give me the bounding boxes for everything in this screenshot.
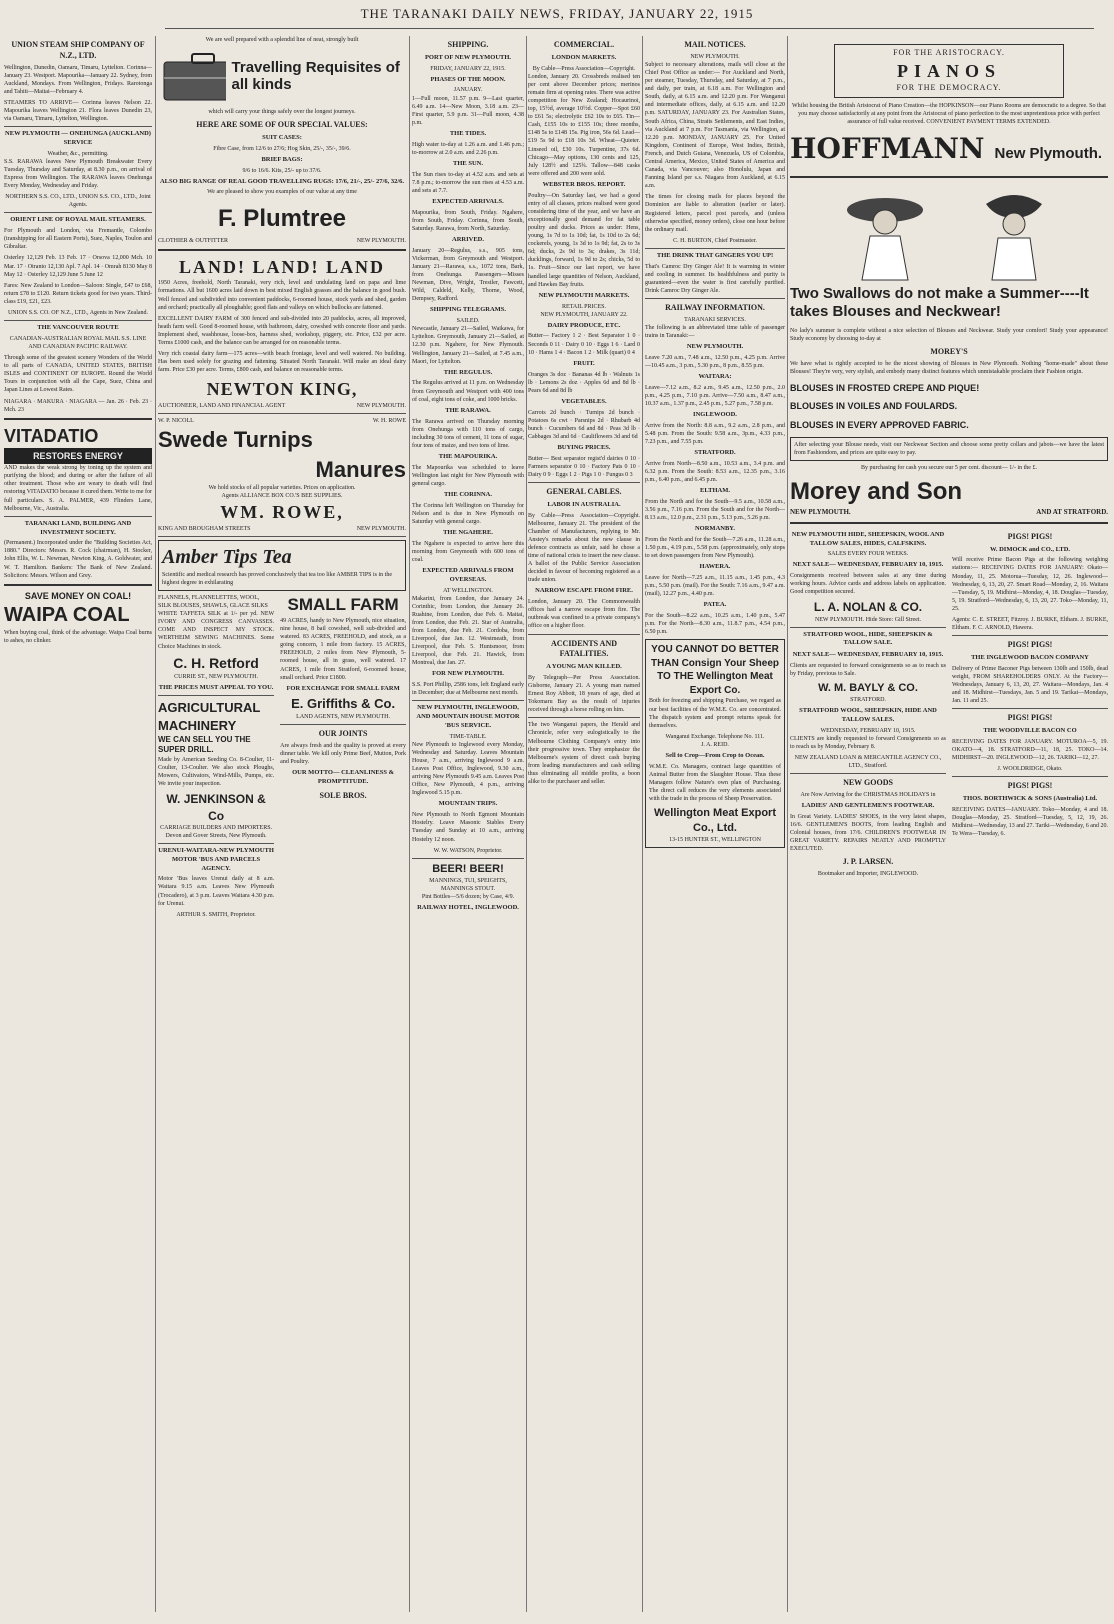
timetable-body: New Plymouth to Inglewood every Monday, Wednesday and Saturday. Leaves Mountain House, 7 a.m., arriving Inglewood 9 a.m. Leaves Post Office, Inglewood, 9.30 a.m., arriving New Plymouth 9.45 a.m. Leaves Post Office, New Plymouth, 4 p.m., arriving Inglewood 5.15 p.m. xyxy=(412,741,524,797)
sailed-head: SAILED. xyxy=(456,318,480,325)
onehunga-sub: Weather, &c., permitting. xyxy=(47,150,109,157)
dimock-body: Will receive Prime Bacon Pigs at the following weighing stations:— RECEIVING DATES FOR JANUARY: Okato—Monday, 11, 25. Motorua—Tuesday, 12, 26. Inglewood—Wednesday, 6, 13, 20, 27. Smart Road—Monday, 2, 16. Waitara—Tuesday, 5, 19. Midhirst—Monday, 4, 18. Douglas—Tuesday, 5, 19. Stratford—Wednesday, 6, 13, 20, 27. Toko—Monday, 11, 25. xyxy=(952,557,1108,612)
column-shipping-ads xyxy=(4,36,152,1612)
ladies-body: In Great Variety. LADIES' SHOES, in the very latest shapes, 16/6. GENTLEMEN'S BOOTS, from leading English and Colonial houses, from 17/6. CHILDREN'S FOOTWEAR IN GREAT VARIETY. REPAIRS NEATLY AND PROMPTLY EXECUTED. xyxy=(790,813,946,853)
pigs-4: PIGS! PIGS! xyxy=(1007,781,1053,791)
column-advertisements xyxy=(158,36,406,1612)
shipping-head: SHIPPING. xyxy=(447,40,489,49)
vancouver-body: Through some of the greatest scenery Wonders of the World to all parts of CANADA, UNITED STATES, BRITISH ISLES and CONTINENT OF EUROPE. Round the World Tours in conjunction with all the Cape, Suez, China and Japan Lines at Lowest Rates. xyxy=(4,355,152,394)
larsen-sub: Bootmaker and Importer, INGLEWOOD. xyxy=(817,871,919,878)
webster-head: WEBSTER BROS. REPORT. xyxy=(542,180,626,188)
meat-co: Wellington Meat Export Co., Ltd. xyxy=(653,807,777,835)
newton-place: NEW PLYMOUTH. xyxy=(356,402,406,409)
byline: By Cable—Press Association—Copyright. xyxy=(532,65,636,72)
ladies-illustration-icon xyxy=(790,182,1108,282)
orient-agent: UNION S.S. CO. OF N.Z., LTD., Agents in New Zealand. xyxy=(7,310,149,317)
woodville-body: RECEIVING DATES FOR JANUARY. MOTUROA—5, 19. OKATO—4, 18. STRATFORD—11, 18, 25. TOKO—14. MIDHIRST—20. INGLEWOOD—12, 26. TARIKI—12, 27. xyxy=(952,738,1108,761)
neckwear-body: After selecting your Blouse needs, visit our Neckwear Section and choose some pretty collars and jabots—we have the latest from Fashiondom, and prices are quite easy to pay. xyxy=(790,437,1108,461)
for-np-head: FOR NEW PLYMOUTH. xyxy=(432,670,504,678)
bacon-co: THE INGLEWOOD BACON COMPANY xyxy=(971,653,1089,661)
new-goods: NEW GOODS xyxy=(843,778,893,788)
suit-cases: SUIT CASES: xyxy=(262,133,302,141)
vitadatio-brand: VITADATIO xyxy=(4,425,99,446)
masthead: THE TARANAKI DAILY NEWS, FRIDAY, JANUARY 22, 1915 xyxy=(360,6,754,21)
at-wellington: AT WELLINGTON. xyxy=(443,587,493,594)
papers: The two Wanganui papers, the Herald and Chronicle, refer very eulogistically to the Melbourne Clothing Company's entry into their progressive town. They emphasize the Melbourne's system of direct cash buying from leading manufacturers and cash selling thus eliminating all middle profits, a boon alike to the purchaser and seller. xyxy=(528,722,640,786)
taranaki-title: TARANAKI LAND, BUILDING AND INVESTMENT SOCIETY. xyxy=(24,519,132,536)
reid: J. A. REID. xyxy=(701,741,729,748)
sole-bros: SOLE BROS. xyxy=(319,790,367,800)
stocks: We hold stocks of all popular varieties. Prices on application. xyxy=(208,485,356,492)
railway-head: RAILWAY INFORMATION. xyxy=(665,303,765,313)
mapourika-head: THE MAPOURIKA. xyxy=(438,452,498,460)
pianos-bottom: FOR THE DEMOCRACY. xyxy=(896,83,1002,93)
column-rule xyxy=(642,36,643,1612)
cash-discount: By purchasing for cash you secure our 5 per cent. discount— 1/- in the £. xyxy=(861,464,1037,471)
ngahere-body: The Ngahere is expected to arrive here this morning from Greymouth with 600 tons of coal. xyxy=(412,540,524,563)
inglewood-bus: NEW PLYMOUTH, INGLEWOOD, AND MOUNTAIN HOUSE MOTOR 'BUS SERVICE. xyxy=(416,704,520,729)
meat-addr: 13-15 HUNTER ST., WELLINGTON xyxy=(669,836,761,843)
column-rule xyxy=(787,36,788,1612)
union-body: Wellington, Dunedin, Oamaru, Timaru, Lyttelton. Corinna—January 23. Westport. Mapourika—January 22. Sydney, from Auckland, Mondays. From Wellington, Fridays. Rarotonga and Tahiti—Maitai—February 4. xyxy=(4,64,152,95)
blouses-2: BLOUSES IN VOILES AND FOULARDS. xyxy=(790,401,958,412)
onehunga-agent: NORTHERN S.S. CO., LTD., UNION S.S. CO., LTD., Joint Agents. xyxy=(5,194,151,209)
stratford-sale: STRATFORD WOOL, HIDE, SHEEPSKIN & TALLOW SALE. xyxy=(803,630,933,647)
rowe-addr: KING AND BROUGHAM STREETS xyxy=(158,525,251,532)
land-body-3: Very rich coastal dairy farm—175 acres—with beach frontage, level and well watered. No building. Has been used solely for grazing and fattening. Situated North Taranaki. Will make an ideal dairy farm. Price £30 per acre. Terms, £800 cash, and balance on reasonable terms. xyxy=(158,351,406,374)
plumtree-right: NEW PLYMOUTH. xyxy=(356,237,406,244)
sailed-body: Newcastle, January 21—Sailed, Waikawa, for Lyttelton. Greymouth, January 21—Sailed, at 12.30 p.m. Ngahere, for New Plymouth. Wellington, January 21—Sailed, at 7.45 a.m., Maori, for Lyttelton. xyxy=(412,326,524,365)
prices-appeal: THE PRICES MUST APPEAL TO YOU. xyxy=(158,683,274,691)
land-head: LAND! LAND! LAND xyxy=(179,257,385,278)
column-rule xyxy=(409,36,410,1612)
fruit-head: FRUIT. xyxy=(573,359,595,367)
column-retail-ads xyxy=(790,36,1108,1612)
hawera-head: HAWERA. xyxy=(699,563,731,571)
pigs-3: PIGS! PIGS! xyxy=(1007,713,1053,723)
regulus-body: The Regulus arrived at 11 p.m. on Wednesday from Greymouth and Westport with 400 tons of coal, eight tons of coke, and 1000 bricks. xyxy=(412,380,524,403)
column-rule xyxy=(526,36,527,1612)
rarawa-body: The Rarawa arrived on Thursday morning from Onehunga with 110 tons of cargo, including 30 tons of cement, 11 tons of sugar, four tons of maize, and two tons of lime. xyxy=(412,418,524,449)
vegetables-head: VEGETABLES. xyxy=(561,397,607,405)
escape-body: London, January 20. The Commonwealth offices had a narrow escape from fire. The outbreak was confined to a private company's office on a higher floor. xyxy=(528,599,640,630)
mail-head: MAIL NOTICES. xyxy=(684,40,746,49)
cables-head: GENERAL CABLES. xyxy=(546,487,622,496)
ladies-footwear: LADIES' AND GENTLEMEN'S FOOTWEAR. xyxy=(801,802,935,810)
land-body-1: 1950 Acres, freehold, North Taranaki, very rich, level and undulating land on papa and lime formations. All but 1600 acres laid down in best mixed English grasses and the balance in good bush. Well fenced and subdivided into convenient paddocks, 6-roomed house, stock yards and shed, garden and orchard; practically all ploughable; good flats and valleys on which bullocks are fattened. xyxy=(158,280,406,311)
retford: C. H. Retford xyxy=(173,654,259,671)
orient-fares: Fares: New Zealand to London—Saloon: Single, £47 to £68, return £78 to £120. Return tickets good for two years. Third-class £19, £21, £23. xyxy=(4,282,152,305)
overseas-head: EXPECTED ARRIVALS FROM OVERSEAS. xyxy=(422,567,514,583)
ngahere-head: THE NGAHERE. xyxy=(443,528,493,536)
accidents-head: ACCIDENTS AND FATALITIES. xyxy=(550,638,617,659)
labor-body: By Cable—Press Association—Copyright. Melbourne, January 21. The president of the Chamber of Manufacturers, replying to Mr. Anstey's remarks about the new clause in defence contracts as unfair, said he chose a time of national crisis to insert the new clause. A ballot of the Public Service Association decided in favour of becoming registered as a trade union. xyxy=(528,512,640,584)
vitadatio-body: AND makes the weak strong by toning up the system and purifying the blood; and during or after the failure of all other treatment. Those who are weary to death will find restoring VITADATIO because it cured them. Write to me for full particulars. S. A. PALMER, 439 Flinders Lane, Melbourne, Vic., Australia. xyxy=(4,465,152,512)
webster-body: Poultry—On Saturday last, we had a good entry of all classes, prices realised were good considering time of the year, and we have an exceptionally good demand for fat table poultry and ducks. Prices as under: Hens, young, 1s 7d to 1s 10d; fat, 1s 10d to 2s 6d; cockerels, young, 1s 3d to 1s 9d; fat, 2s to 3s 6d; ducks, 2s 9d to 3s; drakes, 3s 11d; ducklings, forward, 1s 9d to 2s; chicks, 5d to 1s. Fruit—Since our last report, we have handled large quantities of Nelson, Auckland, and Hawkes Bay fruits. xyxy=(528,192,640,288)
tides-body: High water to-day at 1.26 a.m. and 1.46 p.m.; to-morrow at 2.0 a.m. and 2.26 p.m. xyxy=(412,141,524,156)
vitadatio-tag: RESTORES ENERGY xyxy=(4,448,152,464)
railway-hotel: RAILWAY HOTEL, INGLEWOOD. xyxy=(417,903,519,911)
woodridge: J. WOOLDRIDGE, Okato. xyxy=(997,766,1063,773)
newton-king: NEWTON KING, xyxy=(206,379,358,400)
eltham-head: ELTHAM. xyxy=(700,487,730,495)
corinna-head: THE CORINNA. xyxy=(443,490,493,498)
nolan: L. A. NOLAN & CO. xyxy=(813,600,923,615)
newton-sub: AUCTIONEER, LAND AND FINANCIAL AGENT xyxy=(158,402,286,409)
borthwick: THOS. BORTHWICK & SONS (Australia) Ltd. xyxy=(962,794,1098,802)
amber-sub: Scientific and medical research has proved conclusively that tea too like AMBER TIPS is in the highest degree in exhilarating xyxy=(162,571,393,586)
bayly: W. M. BAYLY & CO. xyxy=(818,682,918,695)
london-body: London, January 20. Crossbreds realised ten per cent above December prices; merinos remain firm at opening rates. There was active competition for New Zealand; Hocaurinoi, top, 15½d, average 10½d. Copper—Spot £60 to £61 5s; electrolytic £62 10s to £65. Tin—Cash, £155 10s to £155 10s; three months, £148 5s to £148 15s. Pig iron, 56s 6d. Lead—£19 5s 9d to £18 10s 3d. Wheat—Quieter. Linseed oil, £30 10s. Turpentine, 37s 6d. Chicago—May options, 130 cents and 125, July 128½ and 125¾. Tallow—848 casks were offered and 200 were sold. xyxy=(528,73,640,177)
timetable-head: TIME-TABLE. xyxy=(449,733,487,740)
pianos-top: FOR THE ARISTOCRACY. xyxy=(893,48,1005,57)
brief-bags: BRIEF BAGS: xyxy=(261,155,303,163)
beer: BEER! BEER! xyxy=(432,862,504,875)
amber-tips-tea: Amber Tips Tea xyxy=(162,545,292,568)
bacon-body: Delivery of Prime Baconer Pigs between 130lb and 150lb, dead weight, FROM SHAREHOLDERS ONLY. At the Factory—Wednesdays, January 6, 13, 20, 27. Waitara—Mondays, Jan. 4 and 18. Midhirst—Tuesdays, Jan. 5 and 19. Tarikai—Mondays, Jan. 11 and 25. xyxy=(952,665,1108,705)
np-markets: NEW PLYMOUTH MARKETS. xyxy=(538,291,630,299)
urenui-body: Motor 'Bus leaves Urenui daily at 8 a.m. Waitara 9.15 a.m. Leaves New Plymouth (Trocadero), at 3 p.m. Leaves Waitara 4.30 p.m. for Urenui. xyxy=(158,876,275,907)
overseas-body: Makarini, from London, due January 24. Corinthic, from London, due January 26. Ruahine, from London, due Feb. 6. Maitai, from London, due Feb. 21. Star of Australia, from London, due Feb. 21. Cordoba, from Liverpool, due Jan. 12. Westmeath, from Liverpool, due Feb. 5. Huntsmoor, from Liverpool, due Feb. 21. Hawick, from Montreal, due Jan. 27. xyxy=(412,595,524,667)
show: We are pleased to show you examples of our value at any time xyxy=(207,189,357,196)
mail-body-2: The times for closing mails for places beyond the Dominion are liable to alteration (earlier or later). Registered letters, parcel post parcels, and (unless otherwise specified, money orders), close one hour before the ordinary mail. xyxy=(645,194,785,233)
clients: CLIENTS are kindly requested to forward Consignments so as to reach us by Monday, February 8. xyxy=(790,735,946,750)
column-rule xyxy=(155,36,156,1612)
onehunga-body: S.S. RARAWA leaves New Plymouth Breakwater Every Tuesday, Thursday and Saturday, at 8.30 p.m., on arrival of Express from Wellington. The RARAWA leaves Onehunga Every Monday, Wednesday and Friday. xyxy=(4,158,152,190)
sell-body: W.M.E. Co. Managers, contract large quantities of Animal Butter from the Slaughter House. Thus these Managers follow Nature's own plan of Purchasing. The direct call reduces the very elements associated with the trade in the process of Sheep Preservation. xyxy=(649,763,781,803)
vancouver-title: THE VANCOUVER ROUTE xyxy=(37,324,119,332)
brief-prices: 9/6 to 16/6. Kits, 25/- up to 37/6. xyxy=(242,167,322,174)
sell-head: Sell to Crop—From Crop to Ocean. xyxy=(665,752,765,760)
mannings: MANNINGS, TUI, SPEIGHTS, xyxy=(429,877,507,884)
hoffmann-place: New Plymouth. xyxy=(994,145,1103,163)
waitara-times: Leave—7.12 a.m., 8.2 a.m., 9.45 a.m., 12.50 p.m., 2.0 p.m., 4.25 p.m., 7.10 p.m. Arrive—7.50 a.m., 8.47 a.m., 10.37 a.m., 1.37 p.m., 2.45 p.m., 5.27 p.m., 7.58 p.m. xyxy=(645,384,785,408)
dairy-list: Butter— Factory 1 2 · Best Separator 1 0 · Seconds 0 11 · Dairy 0 10 · Eggs 1 6 · Lard 0 10 · Hams 1 4 · Bacon 1 2 · Milk (quart) 0 4 xyxy=(528,333,640,356)
moreys: MOREY'S xyxy=(930,347,968,357)
buying-head: BUYING PRICES. xyxy=(557,443,611,451)
pigs-2: PIGS! PIGS! xyxy=(1007,640,1053,650)
swallows-head: Two Swallows do not make a Summer----It takes Blouses and Neckwear! xyxy=(790,285,1089,321)
consign-head: YOU CANNOT DO BETTER THAN Consign Your Sheep TO THE Wellington Meat Export Co. xyxy=(651,644,779,696)
london-head: LONDON MARKETS. xyxy=(551,53,617,61)
motto: OUR MOTTO— CLEANLINESS & PROMPTITUDE. xyxy=(292,769,395,785)
plumtree: F. Plumtree xyxy=(217,204,347,232)
pianos: PIANOS xyxy=(896,60,1001,81)
larsen: J. P. LARSEN. xyxy=(842,857,894,867)
hoffmann: HOFFMANN xyxy=(790,132,985,166)
column-commercial xyxy=(528,36,640,1612)
morey-np: NEW PLYMOUTH. xyxy=(790,508,851,517)
vancouver-sub: CANADIAN-AUSTRALIAN ROYAL MAIL S.S. LINE AND CANADIAN PACIFIC RAILWAY. xyxy=(9,335,147,350)
nzloan: NEW ZEALAND LOAN & MERCANTILE AGENCY CO., LTD., Stratford. xyxy=(794,754,942,770)
pig-agents: Agents: C. E. STREET, Fitzroy. J. BURKE, Eltham. J. BURKE, Eltham. F. C. ARNOLD, Hawera. xyxy=(952,616,1108,632)
tides-head: THE TIDES. xyxy=(449,129,487,137)
rarawa-head: THE RARAWA. xyxy=(445,406,491,414)
moon-head: PHASES OF THE MOON. xyxy=(430,75,506,83)
waipa-coal: WAIPA COAL xyxy=(4,603,130,626)
normanby-head: NORMANBY. xyxy=(694,525,736,533)
wednesday: WEDNESDAY, FEBRUARY 10, 1915. xyxy=(820,727,916,734)
expected-head: EXPECTED ARRIVALS. xyxy=(432,197,504,205)
urenui: URENUI-WAITARA-NEW PLYMOUTH MOTOR 'BUS AND PARCELS AGENCY. xyxy=(158,847,274,872)
trips-head: MOUNTAIN TRIPS. xyxy=(438,800,498,808)
vancouver-table: NIAGARA · MAKURA · NIAGARA — Jan. 26 · Feb. 23 · Mch. 23 xyxy=(4,398,152,413)
moreys-body: We have what is rightly accepted to be the nicest showing of Blouses in New Plymouth. Nothing "home-made" about these Blouses! They're very, very stylish, and embody many distinct features which unmistakable proclaim their Fashion origin. xyxy=(790,361,1108,376)
escape-head: NARROW ESCAPE FROM FIRE. xyxy=(535,587,633,595)
alliance: Agents ALLIANCE BOX CO.'S BEE SUPPLIES. xyxy=(221,493,343,500)
special-values: HERE ARE SOME OF OUR SPECIAL VALUES: xyxy=(196,120,368,130)
suit-prices: Fibre Case, from 12/6 to 27/6; Hog Skin, 25/-, 35/-, 39/6. xyxy=(213,145,351,152)
bayly-place: STRATFORD. xyxy=(850,697,886,704)
sales: SALES EVERY FOUR WEEKS. xyxy=(827,551,909,558)
port-date: FRIDAY, JANUARY 22, 1915. xyxy=(430,65,506,72)
orient-title: ORIENT LINE OF ROYAL MAIL STEAMERS. xyxy=(10,216,146,224)
column-notices xyxy=(645,36,785,1612)
waipa-body: When buying coal, think of the advantage. Waipa Coal burns to ashes, no clinker. xyxy=(4,629,152,644)
farm-body: 49 ACRES, handy to New Plymouth, nice situation, nine house, 8 bail cowshed, well sub-divided and watered. 83 ACRES, FREEHOLD, and stock, as a going concern, 1 mile from factory. 15 ACRES, FREEHOLD, 2 miles from New Plymouth, 5-roomed house, all in grass, well watered. 17 ACRES, 1 mile from Stratford, 6-roomed house, small orchard. Price £1800. xyxy=(280,617,406,681)
wool-head: NEW PLYMOUTH HIDE, SHEEPSKIN, WOOL AND TALLOW SALES, HIDES, CALFSKINS. xyxy=(791,530,945,547)
ag-head: AGRICULTURAL MACHINERY xyxy=(158,700,261,733)
retail-head: RETAIL PRICES. xyxy=(562,303,606,310)
veg-list: Carrots 2d bunch · Turnips 2d bunch · Potatoes 6s cwt · Parsnips 2d · Rhubarb 4d bunch · Cucumbers 6d and 8d · Peas 3d lb · Cabbages 3d and 6d · Cauliflowers 3d and 6d xyxy=(528,409,640,440)
stratford-times: Arrive from North—8.50 a.m., 10.53 a.m., 3.4 p.m. and 6.32 p.m. From the South: 8.53 a.m., 12.35 p.m., 3.16 p.m., 6.40 p.m., and 6.45 p.m. xyxy=(645,460,785,484)
stratford-body: Clients are requested to forward consignments so as to reach us by Friday, previous to Sale. xyxy=(790,663,946,678)
wanganui-exchange: Wanganui Exchange. Telephone No. 111. xyxy=(665,733,765,740)
patea-head: PATEA. xyxy=(703,601,727,609)
consign-body: Both for freezing and shipping Purchase, we regard as our best facilities of the W.M.E. Co. are concentrated. The dispatch system and prompt returns speak for themselves. xyxy=(649,698,781,729)
mapourika-body: The Mapourika was scheduled to leave Wellington last night for New Plymouth with general cargo. xyxy=(412,464,524,487)
eltham-times: From the North and for the South—9.5 a.m., 10.58 a.m., 3.56 p.m., 7.16 p.m. From the South and for the North—8.13 a.m., 12.0 p.m., 2.31 p.m., 5.13 p.m., 5.26 p.m. xyxy=(645,499,785,522)
rowe-sign: W. H. ROWE xyxy=(372,417,406,424)
wool-body: Consignments received between sales at any time during working hours. Advice cards and address labels on application. Good competition secured. xyxy=(790,573,946,596)
column-shipping xyxy=(412,36,524,1612)
taranaki-body: (Permanent.) Incorporated under the "Building Societies Act, 1880." Directors: Messrs. R. Cock (chairman), H. Stocker, John Ellis, W. L. Newman, Newton King, A. Goldwater, and W. T. Hamilton. Bankers: The Bank of New Zealand. Solicitors: Messrs. Wilson and Grey. xyxy=(4,540,152,579)
port-head: PORT OF NEW PLYMOUTH. xyxy=(424,53,512,61)
stratford-head: STRATFORD. xyxy=(694,449,736,457)
mail-np: NEW PLYMOUTH. xyxy=(690,53,740,60)
watson: W. W. WATSON, Proprietor. xyxy=(433,847,503,854)
rowe-place: NEW PLYMOUTH. xyxy=(356,525,406,532)
jenkinson-sub: CARRIAGE BUILDERS AND IMPORTERS. xyxy=(160,824,273,831)
moon-body: 1—Full moon, 11.57 p.m. 9—Last quarter, 6.49 a.m. 14—New Moon, 3.18 a.m. 23—First quarter, 5.9 p.m. 31—Full moon, 4.38 p.m. xyxy=(412,95,524,126)
retford-addr: CURRIE ST., NEW PLYMOUTH. xyxy=(174,673,258,680)
labor-head: LABOR IN AUSTRALIA. xyxy=(547,500,621,508)
wm-rowe: WM. ROWE, xyxy=(220,502,344,523)
retford-list: FLANNELS, FLANNELETTES, WOOL, SILK BLOUSES, SHAWLS, GLACE SILKS xyxy=(158,595,268,610)
onehunga-title: NEW PLYMOUTH — ONEHUNGA (AUCKLAND) SERVICE xyxy=(5,130,151,147)
griffiths-sub: LAND AGENTS, NEW PLYMOUTH. xyxy=(296,714,390,720)
commercial-head: COMMERCIAL. xyxy=(553,40,615,49)
ag-body: Made by American Seeding Co. 8-Coulter, 11-Coulter, 13-Coulter. We also stock Ploughs, Mowers, Cultivators, Wind-Mills, Pumps, etc. We invite your inspection. xyxy=(158,757,275,788)
normanby-times: From the North and for the South—7.26 a.m., 11.28 a.m., 1.50 p.m., 4.19 p.m., 5.58 p.m. (approximately, only stops to set down passengers from New Plymouth). xyxy=(645,537,785,560)
next-sale: NEXT SALE— WEDNESDAY, FEBRUARY 10, 1915. xyxy=(792,561,944,569)
buying-list: Butter— Best separator regist'd dairies 0 10 · Farmers separator 0 10 · Factory Pats 0 10 · Dairy 0 9 · Eggs 1 2 · Pigs 1 0 · Fungus 0 3 xyxy=(528,455,640,478)
services-sub: The following is an abbreviated time table of passenger trains in Taranaki:— xyxy=(645,324,785,340)
arrived-head: ARRIVED. xyxy=(452,235,484,243)
arrived-body: January 20—Regulus, s.s., 905 tons, Vickerman, from Greymouth and Westport. January 21—Rarawa, s.s., 1072 tons, Bark, from Onehunga. Passengers—Misses Newman, Dive, Wright, Trestler, Fawcett, Wild, Caldeld, Kelly, Thorne, Wood, Dempsey, Radford. xyxy=(412,247,524,303)
nicoll: W. P. NICOLL xyxy=(158,417,194,424)
nolan-addr: NEW PLYMOUTH. Hide Store: Gill Street. xyxy=(814,616,922,623)
borthwick-body: RECEIVING DATES—JANUARY. Toko—Monday, 4 and 18. Douglas—Monday, 25. Stratford—Tuesday, 5, 12, 19, 26. Midhirst—Wednesday, 13 and 27. Tariki—Wednesday, 6 and 20. Te Wera—Tuesday, 6. xyxy=(952,806,1108,837)
regulus-head: THE REGULUS. xyxy=(443,368,493,376)
trips-body: New Plymouth to North Egmont Mountain Hostelry. Leave Masonic Stables Every Tuesday and Sunday at 10 a.m., arriving Hostelry 12 noon. xyxy=(412,812,524,843)
ag-sub: WE CAN SELL YOU THE SUPER DRILL. xyxy=(158,734,251,755)
woodville: THE WOODVILLE BACON CO xyxy=(983,727,1077,734)
blouses-1: BLOUSES IN FROSTED CREPE AND PIQUE! xyxy=(790,383,980,394)
morey-stratford: AND AT STRATFORD. xyxy=(1036,508,1108,517)
plumtree-left: CLOTHIER & OUTFITTER xyxy=(158,237,228,244)
dimock: W. DIMOCK and CO., LTD. xyxy=(989,545,1071,553)
smith: ARTHUR S. SMITH, Proprietor. xyxy=(176,911,256,918)
small-farm: SMALL FARM xyxy=(287,595,399,614)
mail-body: Subject to necessary alterations, mails will close at the Chief Post Office as under:— For Auckland and North, per steamer, Tuesday, Thursday, and Saturday, at 7 p.m., and daily, per train, at 6.18 a.m. For Wellington and South, daily, at 6.15 a.m. and 12.20 p.m. For Wanganui and intermediate offices, daily, at 6.15 a.m. and 12.20 p.m. SATURDAY, JANUARY 23. For Australian States, South Africa, China, Straits Settlements, and East Indies, via Auckland at 7 p.m. For Tasmania, via Wellington, at 12.20 p.m. MONDAY, JANUARY 25. For United Kingdom, Continent of Europe, West Indies, British, French, and Dutch Guiana, Venezuela, US of Colombia, Central America, Mexico, United States of America and Canada, via Vancouver; also Honolulu, Japan and Fanning Island per s.s. Niagara from Auckland, at 6.15 a.m. xyxy=(645,61,785,190)
pigs-1: PIGS! PIGS! xyxy=(1007,531,1053,541)
young-man-head: A YOUNG MAN KILLED. xyxy=(546,663,622,671)
sun-head: THE SUN. xyxy=(453,159,483,167)
land-body-2: EXCELLENT DAIRY FARM of 300 fenced and sub-divided into 20 paddocks, acres, all improved, heath farm well. Good 8-roomed house, with bathroom, dairy, cowshed with concrete floor and yards. Implement shed, washhouse, loose-box, harness shed, workshop, piggery, etc. Price, £32 per acre. Terms £1000 cash, and the balance can be arranged for on reasonable terms. xyxy=(158,315,406,346)
telegrams-head: SHIPPING TELEGRAMS. xyxy=(429,306,507,314)
waitara-head: WAITARA: xyxy=(698,373,732,381)
manures: Manures xyxy=(315,456,406,482)
joints-body: Are always fresh and the quality is proved at every dinner table. We kill only Prime Beef, Mutton, Pork and Poultry. xyxy=(280,742,406,766)
top-rule xyxy=(165,28,1094,29)
retford-body: WHITE TAFFETA SILK at 1/- per yd. NEW IVORY AND CONGRESS CANVASSES. COME AND INSPECT MY STOCK. WERTHEIM SEWING MACHINES. Some Choice Machines in stock. xyxy=(158,611,275,650)
burton: C. H. BURTON, Chief Postmaster. xyxy=(673,237,757,244)
save-money: SAVE MONEY ON COAL! xyxy=(24,590,132,601)
patea-times: For the South—8.22 a.m., 10.25 a.m., 1.40 p.m., 5.47 p.m. For the North—8.30 a.m., 11.8.7 p.m., 4.54 p.m., 6.50 p.m. xyxy=(645,613,785,636)
travel-head: Travelling Requisites of all kinds xyxy=(231,58,400,94)
exchange: FOR EXCHANGE FOR SMALL FARM xyxy=(286,684,400,692)
fruit-list: Oranges 3s doz · Bananas 4d lb · Walnuts 1s lb · Lemons 2s doz · Apples 6d and 8d lb · Pears 6d and 8d lb xyxy=(528,371,640,394)
swede-turnips: Swede Turnips xyxy=(158,426,313,452)
moon-month: JANUARY. xyxy=(453,87,483,94)
griffiths: E. Griffiths & Co. xyxy=(291,696,396,712)
inglewood-times: Arrive from the North: 8.8 a.m., 9.2 a.m., 2.8 p.m., and 5.48 p.m. From the South: 9.58 a.m., 3p.m., 4.33 p.m., 7.23 p.m., and 7.55 p.m. xyxy=(645,422,785,446)
next-sale-2: NEXT SALE— WEDNESDAY, FEBRUARY 10, 1915. xyxy=(792,651,944,659)
expected-body: Mapourika, from South, Friday. Ngahere, from South, Friday. Corinna, from South, Saturday. Rarawa, from North, Saturday. xyxy=(412,209,524,232)
travel-sub: which will carry your things safely over the longest journeys. xyxy=(208,109,356,116)
jenkinson: W. JENKINSON & Co xyxy=(166,792,266,823)
suitcase-icon xyxy=(158,48,226,104)
hawera-times: Leave for North—7.25 a.m., 11.15 a.m., 1.45 p.m., 4.3 p.m., 5.50 p.m. (mail). For the South: 7.16 a.m., 9.47 a.m. (mail), 12.27 p.m., 4.40 p.m. xyxy=(645,575,785,598)
blouses-body: No lady's summer is complete without a nice selection of Blouses and Neckwear. Study your comfort! Study your appearance! Study economy by choosing to-day at xyxy=(790,328,1108,343)
corinna-body: The Corinna left Wellington on Thursday for Nelson and is due in New Plymouth on Saturday with general cargo. xyxy=(412,502,524,525)
bottles: Pint Bottles—5/6 dozen; by Case, 4/9. xyxy=(421,893,515,900)
np-head: NEW PLYMOUTH. xyxy=(686,343,744,351)
travel-intro: We are well prepared with a splendid line of neat, strongly built xyxy=(205,37,359,43)
dairy-head: DAIRY PRODUCE, ETC. xyxy=(547,321,621,329)
stout: MANNINGS STOUT. xyxy=(440,885,496,892)
np-times: Leave 7.20 a.m., 7.48 a.m., 12.50 p.m., 4.25 p.m. Arrive—10.45 a.m., 3 p.m., 5.30 p.m., 8 p.m., 8.55 p.m. xyxy=(645,354,785,370)
retail-date: NEW PLYMOUTH, JANUARY 22. xyxy=(540,311,628,318)
morey-and-son: Morey and Son xyxy=(790,477,963,505)
jenkinson-addr: Devon and Gover Streets, New Plymouth. xyxy=(165,832,267,839)
orient-table: Osterley 12,129 Feb. 13 Feb. 17 · Orsova 12,000 Mch. 10 Mar. 17 · Otranto 12,130 Apl. 7 Apl. 14 · Omrah 8130 May 8 May 12 · Osterley 12,129 June 5 June 12 xyxy=(4,255,152,278)
ginger-body: That's Camroc Dry Ginger Ale! It is warming in winter and cooling in summer. Its healthfulness and purity is guaranteed—even the water is first carefully purified. Drink Camroc Dry Ginger Ale. xyxy=(645,263,785,294)
services-head: TARANAKI SERVICES. xyxy=(684,316,746,323)
rugs: ALSO BIG RANGE OF REAL GOOD TRAVELLING RUGS: 17/6, 21/-, 25/- 27/6, 32/6. xyxy=(159,177,405,185)
arriving: STEAMERS TO ARRIVE— Corinna leaves Nelson 22. Mapourika leaves Wellington 21. Flora leaves Dunedin 23, via Oamaru, Timaru, Lyttelton, Wellington. xyxy=(4,99,152,123)
joints: OUR JOINTS xyxy=(318,729,368,739)
young-body: By Telegraph—Per Press Association. Gisborne, January 21. A young man named Ernest Roy Abbott, 18 years of age, died at Tokomaru Bay as the result of injuries received through a horse rolling on him. xyxy=(528,674,640,714)
orient-body: For Plymouth and London, via Fremantle, Colombo (transhipping for all Eastern Ports), Suez, Naples, Toulon and Gibraltar. xyxy=(4,228,152,251)
blouses-3: BLOUSES IN EVERY APPROVED FABRIC. xyxy=(790,419,969,430)
sun-body: The Sun rises to-day at 4.52 a.m. and sets at 7.8 p.m.; to-morrow the sun rises at 4.53 a.m. and sets at 7.7. xyxy=(412,171,524,194)
goods-body: Are Now Arriving for the CHRISTMAS HOLIDAYS in xyxy=(800,791,936,798)
inglewood-head: INGLEWOOD. xyxy=(693,411,737,419)
stratford-sheep: STRATFORD WOOL, SHEEPSKIN, HIDE AND TALLOW SALES. xyxy=(799,707,937,723)
ginger-head: THE DRINK THAT GINGERS YOU UP! xyxy=(656,251,774,259)
pianos-body: Whilst housing the British Aristocrat of Piano Creation—the HOPKINSON—our Piano Rooms are democratic to a degree. So that you may choose satisfactorily at any point from the Aristocrat of piano perfection to the most unpretentious price with perfect assurance of full value received. CONVENIENT PAYMENT TERMS EXTENDED. xyxy=(792,102,1106,126)
for-np-body: S.S. Port Phillip, 2586 tons, left England early in December; due at Melbourne next month. xyxy=(412,682,524,697)
union-title: UNION STEAM SHIP COMPANY OF N.Z., LTD. xyxy=(11,40,145,60)
